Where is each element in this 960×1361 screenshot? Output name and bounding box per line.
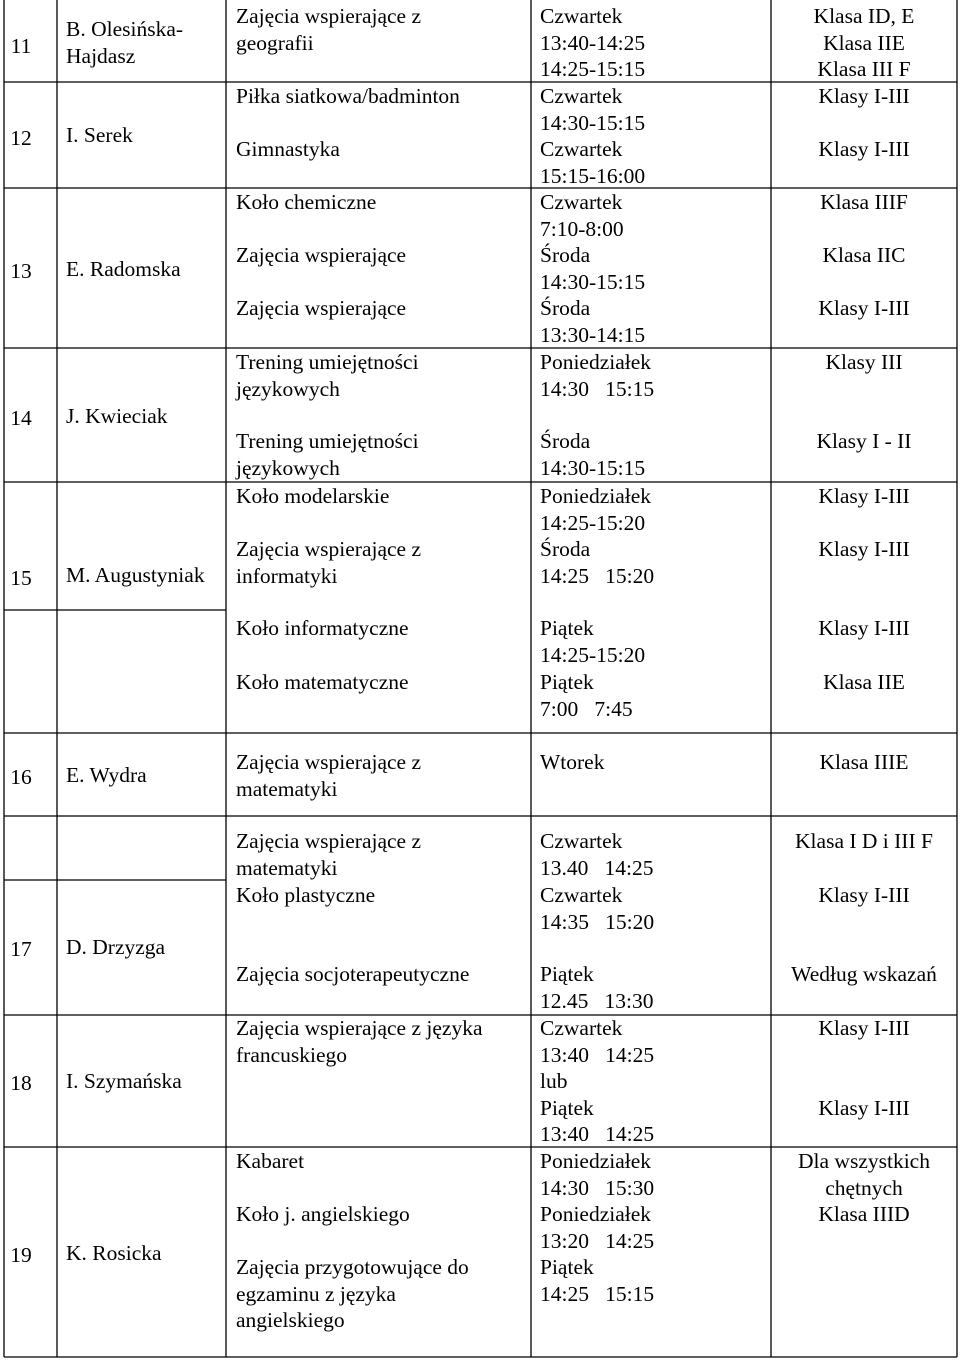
- schedule-time: 12.45 13:30: [540, 988, 654, 1013]
- activity-name: geografii: [236, 30, 314, 55]
- activity-name: Zajęcia socjoterapeutyczne: [236, 962, 470, 986]
- activity-name: Koło modelarskie: [236, 484, 390, 508]
- activity-name: Koło plastyczne: [236, 883, 376, 907]
- schedule-time: 14:30-15:15: [540, 110, 646, 135]
- teacher-name: D. Drzyzga: [66, 935, 166, 959]
- class-group: Klasy I-III: [818, 883, 910, 907]
- row-number: 18: [10, 1070, 32, 1095]
- class-group: Klasa IIE: [823, 670, 905, 694]
- class-group: Klasy I-III: [818, 484, 910, 508]
- activity-name: Trening umiejętności: [236, 429, 419, 453]
- activity-name: Zajęcia wspierające z języka: [236, 1016, 483, 1040]
- schedule-time: 7:00 7:45: [540, 696, 633, 721]
- schedule-time: Czwartek: [540, 4, 623, 28]
- row-number: 17: [10, 936, 32, 961]
- activity-name: Gimnastyka: [236, 137, 340, 161]
- schedule-time: 14:25 15:20: [540, 563, 655, 588]
- schedule-time: Czwartek: [540, 84, 623, 108]
- class-group: Klasy I-III: [818, 1016, 910, 1040]
- schedule-time: 14:25-15:20: [540, 642, 646, 667]
- schedule-time: Czwartek: [540, 829, 623, 853]
- class-group: Klasy I-III: [818, 616, 910, 640]
- schedule-time: lub: [540, 1069, 568, 1093]
- activity-name: Zajęcia wspierające z: [236, 4, 422, 28]
- activity-name: Zajęcia przygotowujące do: [236, 1255, 469, 1279]
- activity-name: Zajęcia wspierające z: [236, 829, 422, 853]
- class-group: Klasa III F: [817, 57, 911, 81]
- activity-name: francuskiego: [236, 1042, 348, 1067]
- schedule-time: 15:15-16:00: [540, 163, 646, 188]
- schedule-time: Środa: [540, 429, 591, 453]
- schedule-time: 13:40 14:25: [540, 1042, 655, 1067]
- row-number: 19: [10, 1242, 32, 1267]
- schedule-time: Poniedziałek: [540, 484, 652, 508]
- class-group: Klasy I-III: [818, 1095, 910, 1120]
- class-group: Klasa ID, E: [813, 4, 915, 28]
- row-number: 15: [10, 565, 32, 590]
- class-group: chętnych: [825, 1175, 903, 1200]
- schedule-time: 14:30 15:15: [540, 376, 655, 401]
- row-number: 14: [10, 405, 32, 430]
- activity-name: Zajęcia wspierające: [236, 296, 407, 320]
- schedule-time: Środa: [540, 296, 591, 320]
- schedule-time: Poniedziałek: [540, 1202, 652, 1226]
- activity-name: angielskiego: [236, 1308, 345, 1332]
- schedule-time: 14:30-15:15: [540, 269, 646, 294]
- class-group: Klasa IIIE: [819, 750, 909, 774]
- activity-name: Koło informatyczne: [236, 616, 409, 640]
- class-group: Klasa IIIF: [820, 190, 908, 214]
- teacher-name: I. Szymańska: [66, 1069, 182, 1093]
- schedule-time: 14:25-15:20: [540, 510, 646, 535]
- row-number: 13: [10, 258, 32, 283]
- schedule-time: 14:35 15:20: [540, 909, 655, 934]
- schedule-time: 14:25-15:15: [540, 57, 646, 81]
- class-group: Klasy I-III: [818, 296, 910, 320]
- activity-name: matematyki: [236, 855, 338, 880]
- class-group: Według wskazań: [791, 962, 937, 986]
- class-group: Klasy I-III: [818, 137, 910, 161]
- schedule-time: Czwartek: [540, 883, 623, 907]
- schedule-time: 7:10-8:00: [540, 216, 624, 241]
- activity-name: językowych: [236, 455, 340, 480]
- schedule-time: 14:30-15:15: [540, 455, 646, 480]
- class-group: Klasy III: [825, 350, 903, 374]
- teacher-name: E. Radomska: [66, 257, 181, 281]
- class-group: Klasa I D i III F: [795, 829, 933, 853]
- row-number: 16: [10, 764, 32, 789]
- activity-name: egzaminu z języka: [236, 1281, 396, 1306]
- teacher-name: M. Augustyniak: [66, 563, 205, 587]
- schedule-time: Czwartek: [540, 190, 623, 214]
- row-number: 11: [10, 33, 32, 58]
- activity-name: Koło matematyczne: [236, 670, 409, 694]
- teacher-name: J. Kwieciak: [66, 404, 168, 428]
- schedule-time: Wtorek: [540, 750, 605, 774]
- schedule-time: Czwartek: [540, 1016, 623, 1040]
- schedule-time: 14:30 15:30: [540, 1175, 655, 1200]
- schedule-time: Środa: [540, 537, 591, 561]
- schedule-time: Poniedziałek: [540, 1149, 652, 1173]
- schedule-time: 13:20 14:25: [540, 1228, 655, 1253]
- activity-name: Piłka siatkowa/badminton: [236, 84, 460, 108]
- class-group: Klasa IIC: [822, 243, 906, 267]
- class-group: Klasa IIID: [818, 1202, 910, 1226]
- schedule-time: Środa: [540, 243, 591, 267]
- schedule-time: 13:40 14:25: [540, 1122, 655, 1146]
- schedule-time: 13:40-14:25: [540, 30, 646, 55]
- activity-name: językowych: [236, 376, 340, 401]
- activity-name: informatyki: [236, 563, 338, 588]
- class-group: Klasy I-III: [818, 537, 910, 561]
- teacher-name: I. Serek: [66, 123, 133, 147]
- activity-name: Koło chemiczne: [236, 190, 377, 214]
- schedule-time: Piątek: [540, 1095, 594, 1120]
- class-group: Klasa IIE: [823, 30, 905, 55]
- schedule-time: 14:25 15:15: [540, 1281, 655, 1306]
- schedule-time: Poniedziałek: [540, 350, 652, 374]
- schedule-time: 13:30-14:15: [540, 322, 646, 347]
- activity-name: Zajęcia wspierające: [236, 243, 407, 267]
- teacher-name: Hajdasz: [66, 43, 136, 68]
- schedule-time: 13.40 14:25: [540, 855, 654, 880]
- class-group: Klasy I - II: [816, 429, 912, 453]
- activity-name: Zajęcia wspierające z: [236, 537, 422, 561]
- schedule-time: Piątek: [540, 1255, 594, 1279]
- schedule-time: Piątek: [540, 616, 594, 640]
- activity-name: Koło j. angielskiego: [236, 1202, 410, 1226]
- class-group: Klasy I-III: [818, 84, 910, 108]
- schedule-time: Czwartek: [540, 137, 623, 161]
- class-group: Dla wszystkich: [798, 1149, 930, 1173]
- teacher-name: K. Rosicka: [66, 1241, 162, 1265]
- activity-name: matematyki: [236, 776, 338, 801]
- teacher-name: E. Wydra: [66, 763, 147, 787]
- activity-name: Zajęcia wspierające z: [236, 750, 422, 774]
- row-number: 12: [10, 125, 32, 150]
- schedule-time: Piątek: [540, 670, 594, 694]
- schedule-time: Piątek: [540, 962, 594, 986]
- activity-name: Trening umiejętności: [236, 350, 419, 374]
- teacher-name: B. Olesińska-: [66, 17, 184, 41]
- activity-name: Kabaret: [236, 1149, 305, 1173]
